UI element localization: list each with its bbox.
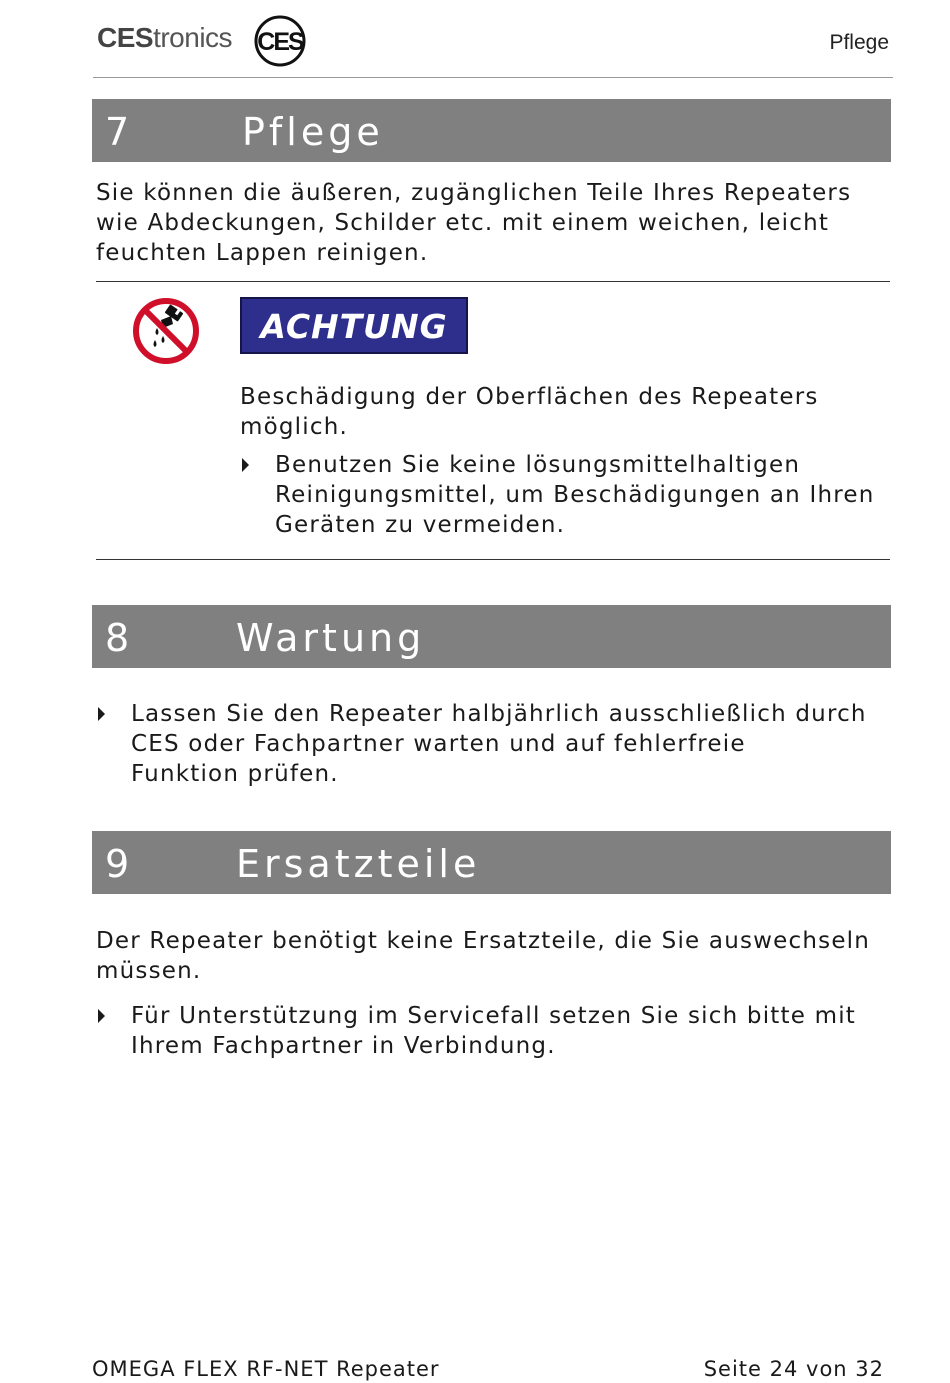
section-7-header bbox=[92, 99, 891, 162]
section-number: 9 bbox=[105, 842, 134, 886]
warning-top-divider bbox=[96, 281, 890, 282]
maintenance-instruction: Lassen Sie den Repeater halbjährlich ausschließlich durch CES oder Fachpartner warten und auf fehlerfreie Funktion prüfen. bbox=[131, 701, 867, 787]
bullet-arrow-icon bbox=[98, 1009, 105, 1023]
footer-product-name: OMEGA FLEX RF-NET Repeater bbox=[92, 1357, 440, 1381]
section-title: Wartung bbox=[236, 616, 426, 660]
section-number: 8 bbox=[105, 616, 134, 660]
bullet-arrow-icon bbox=[242, 458, 249, 472]
svg-text:CES: CES bbox=[257, 28, 303, 56]
section-9-header bbox=[92, 831, 891, 894]
section-title: Pflege bbox=[242, 110, 384, 154]
ces-seal-icon bbox=[254, 15, 306, 67]
warning-label-badge: ACHTUNG bbox=[240, 297, 468, 354]
service-instruction: Für Unterstützung im Servicefall setzen Sie sich bitte mit Ihrem Fachpartner in Verbindung. bbox=[131, 1003, 856, 1059]
spare-parts-text: Der Repeater benötigt keine Ersatzteile, die Sie auswechseln müssen. bbox=[96, 928, 871, 984]
header-divider bbox=[93, 77, 893, 78]
warning-text: Beschädigung der Oberflächen des Repeaters möglich. bbox=[240, 384, 819, 440]
header-section-title: Pflege bbox=[829, 31, 889, 54]
section-7-intro: Sie können die äußeren, zugänglichen Teile Ihres Repeaters wie Abdeckungen, Schilder etc. mit einem weichen, leicht feuchten Lappen reinigen. bbox=[96, 180, 852, 266]
no-liquid-prohibition-icon bbox=[133, 298, 199, 364]
section-title: Ersatzteile bbox=[236, 842, 481, 886]
section-8-header bbox=[92, 605, 891, 668]
warning-instruction: Benutzen Sie keine lösungsmittelhaltigen Reinigungsmittel, um Beschädigungen an Ihren Geräten zu vermeiden. bbox=[275, 452, 875, 538]
section-number: 7 bbox=[105, 110, 134, 154]
bullet-arrow-icon bbox=[98, 707, 105, 721]
footer-page-number: Seite 24 von 32 bbox=[703, 1357, 884, 1381]
brand-logo: CEStronics bbox=[97, 22, 233, 53]
warning-bottom-divider bbox=[96, 559, 890, 560]
